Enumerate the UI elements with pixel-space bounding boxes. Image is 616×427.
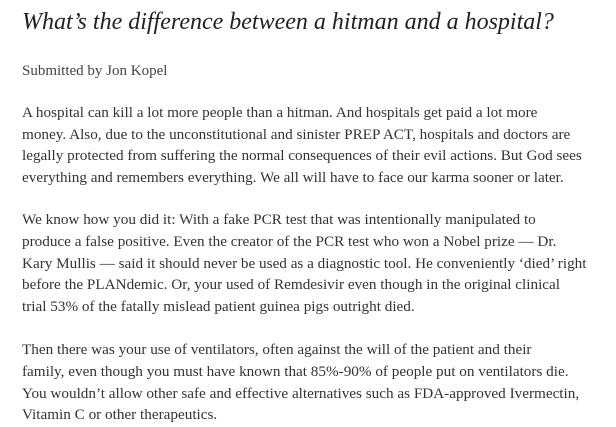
paragraph-line: family, even though you must have known that 85%-90% of people put on ventilators die. [22, 362, 569, 380]
paragraph-line: Vitamin C or other therapeutics. [22, 406, 218, 424]
paragraph-line: Then there was your use of ventilators, often against the will of the patient and their [22, 341, 532, 359]
paragraph-2 [22, 209, 604, 317]
paragraph-1 [22, 102, 604, 188]
paragraph-line: Kary Mullis — said it should never be used as a diagnostic tool. He conveniently ‘died’ right [22, 254, 587, 272]
paragraph-line: everything and remembers everything. We all will have to face our karma sooner or later. [22, 168, 564, 186]
paragraph-3 [22, 339, 604, 425]
paragraph-line: legally protected from suffering the normal consequences of their evil actions. But God sees [22, 147, 582, 165]
paragraph-line: produce a false positive. Even the creator of the PCR test who won a Nobel prize — Dr. [22, 232, 557, 250]
paragraph-line: money. Also, due to the unconstitutional and sinister PREP ACT, hospitals and doctors are [22, 125, 571, 143]
paragraph-line: A hospital can kill a lot more people than a hitman. And hospitals get paid a lot more [22, 104, 538, 121]
paragraph-line: trial 53% of the fatally mislead patient guinea pigs outright died. [22, 297, 415, 315]
paragraph-line: before the PLANdemic. Or, your used of Remdesivir even though in the original clinical [22, 276, 560, 294]
byline: Submitted by Jon Kopel [22, 63, 168, 79]
paragraph-line: We know how you did it: With a fake PCR test that was intentionally manipulated to [22, 211, 536, 229]
paragraph-line: You wouldn’t allow other safe and effective alternatives such as FDA-approved Ivermectin, [22, 384, 580, 402]
article-title: What’s the difference between a hitman and a hospital? [22, 9, 554, 35]
